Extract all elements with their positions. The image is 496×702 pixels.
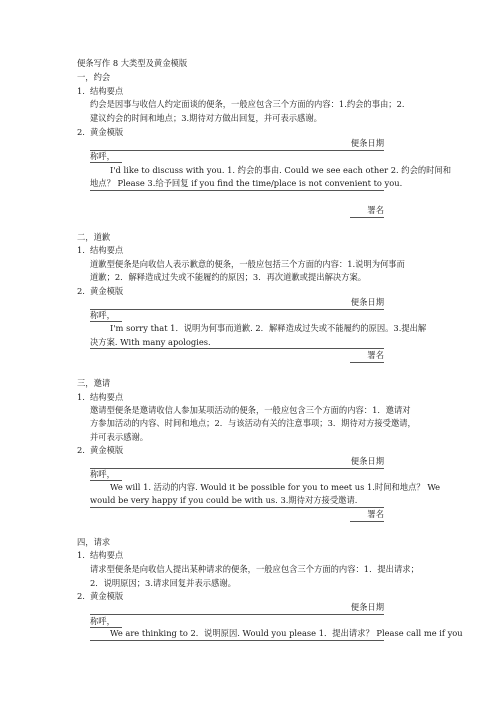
item-number: 1. [77,550,85,560]
section-2-salutation-rule [90,321,122,322]
item-number: 2. [77,445,85,455]
item-number: 2. [77,286,85,296]
section-3-body-rule [90,507,384,508]
section-3-body-line-2: would be very happy if you could be with us. 3.期待对方接受邀请. [90,495,358,505]
section-4-salutation: 称呼， [90,616,115,626]
document-title: 便条写作 8 大类型及黄金模版 [77,58,188,68]
section-1-salutation-rule [90,162,122,163]
item-label: 结构要点 [90,392,124,402]
section-1-item-1 [77,86,123,97]
section-4-date-label: 便条日期 [350,602,384,612]
section-1-salutation: 称呼， [90,151,115,161]
section-4-date-rule [90,614,384,615]
section-1-desc-line-1: 约会是因事与收信人约定面谈的便条，一般应包含三个方面的内容：1.约会的事由；2. [90,99,405,109]
section-1-body-rule [90,190,384,191]
section-3-signature-rule [350,521,384,522]
item-number: 1. [77,86,85,96]
section-3-salutation-rule [90,480,122,481]
item-label: 结构要点 [90,86,124,96]
section-2-body-line-1: I'm sorry that 1．说明为何事而道歉. 2．解释造成过失或不能履约的原因。3.提出解 [110,323,427,333]
section-heading-appointment: 一，约会 [77,72,111,82]
section-1-item-2 [77,127,123,138]
item-number: 2. [77,591,85,601]
section-3-desc-line-1: 邀请型便条是邀请收信人参加某项活动的便条，一般应包含三个方面的内容：1．邀请对 [90,405,411,415]
section-2-body-line-2: 决方案. With many apologies. [90,337,211,347]
section-2-salutation: 称呼， [90,310,115,320]
section-1-date-label: 便条日期 [350,138,384,148]
item-label: 结构要点 [90,550,124,560]
section-heading-apology: 二，道歉 [77,232,111,242]
item-number: 1. [77,245,85,255]
section-4-body-line-1: We are thinking to 2．说明原因. Would you please 1．提出请求？ Please call me if you [110,628,463,638]
section-2-signature-rule [350,362,384,363]
section-2-desc-line-1: 道歉型便条是向收信人表示歉意的便条，一般应包括三个方面的内容：1.说明为何事而 [90,259,405,269]
section-1-desc-line-2: 建议约会的时间和地点；3.期待对方做出回复，并可表示感谢。 [90,113,322,123]
item-label: 结构要点 [90,245,124,255]
section-3-date-rule [90,468,384,469]
item-label: 黄金模版 [90,286,124,296]
section-2-signature: 署名 [367,350,384,360]
section-2-item-2 [77,286,123,297]
section-4-body-rule [90,640,384,641]
section-3-desc-line-2: 方参加活动的内容、时间和地点；2．与该活动有关的注意事项；3．期待对方接受邀请， [90,418,416,428]
item-label: 黄金模版 [90,127,124,137]
item-label: 黄金模版 [90,445,124,455]
section-2-desc-line-2: 道歉；2．解释造成过失或不能履约的原因；3．再次道歉或提出解决方案。 [90,272,367,282]
section-2-body-rule [90,348,384,349]
section-3-signature: 署名 [367,509,384,519]
section-2-item-1 [77,245,123,256]
section-4-item-2 [77,591,123,602]
item-number: 1. [77,392,85,402]
section-heading-invitation: 三，邀请 [77,378,111,388]
section-3-date-label: 便条日期 [350,456,384,466]
section-1-signature-rule [350,217,384,218]
section-1-signature: 署名 [367,205,384,215]
item-number: 2. [77,127,85,137]
section-3-item-2 [77,445,123,456]
section-1-body-line-2: 地点？ Please 3.给予回复 if you find the time/place is not convenient to you. [90,178,403,188]
section-3-item-1 [77,392,123,403]
item-label: 黄金模版 [90,591,124,601]
section-3-salutation: 称呼， [90,469,115,479]
section-3-body-line-1: We will 1. 活动的内容. Would it be possible for you to meet us 1.时间和地点？ We [110,482,441,492]
section-4-desc-line-2: 2．说明原因；3.请求回复并表示感谢。 [90,578,236,588]
section-1-body-line-1: I'd like to discuss with you. 1. 约会的事由. Could we see each other 2. 约会的时间和 [110,165,452,175]
section-4-item-1 [77,550,123,561]
section-2-date-label: 便条日期 [350,297,384,307]
section-3-desc-line-3: 并可表示感谢。 [90,432,149,442]
section-4-desc-line-1: 请求型便条是向收信人提出某种请求的便条，一般应包含三个方面的内容：1．提出请求； [90,564,419,574]
section-heading-request: 四，请求 [77,537,111,547]
section-2-date-rule [90,309,384,310]
section-1-date-rule [90,150,384,151]
